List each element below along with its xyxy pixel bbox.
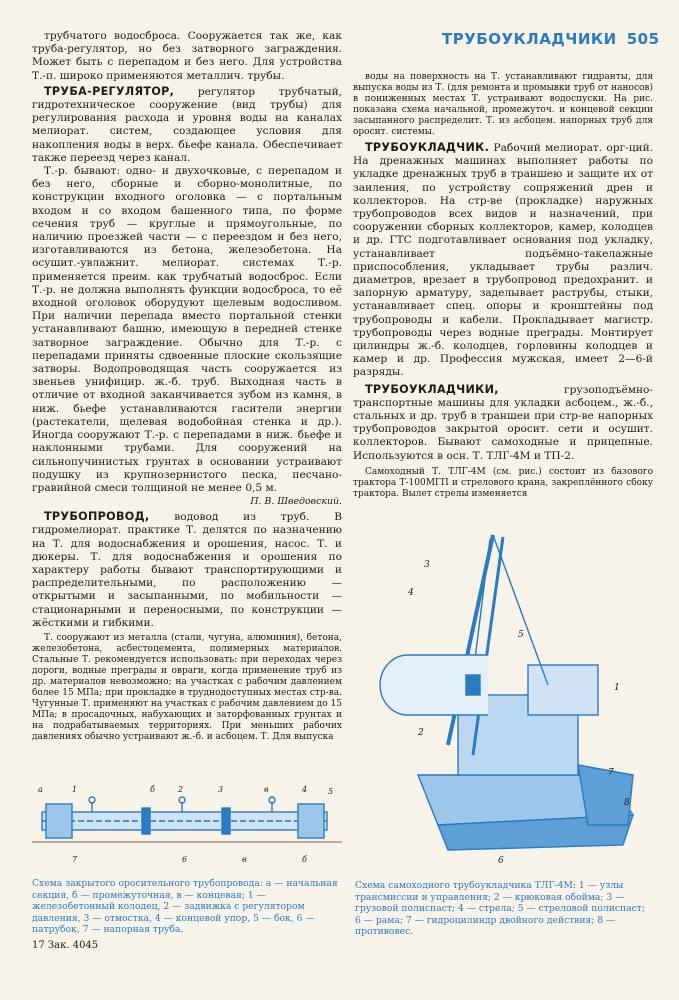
entry-body: водовод из труб. В гидромелиорат. практике Т. делятся по назначению на Т. для водоснабжения и орошения, насос. Т. и дюкеры. Т. для водоснабжения и орошения по характеру работы бывают транспортирующими и распределительными, по расположению — открытыми и засыпанными, по мобильности — стационарными и переносными, по конструкции — жёсткими и гибкими. (32, 511, 342, 629)
diagram-label: 3 (218, 785, 224, 794)
entry-truba-regulyator (32, 85, 342, 165)
diagram-label: 1 (72, 785, 78, 794)
diagram-label: 2 (418, 728, 424, 738)
entry-truboprovod (32, 510, 342, 630)
diagram-label: 8 (624, 798, 630, 808)
left-column (32, 30, 342, 743)
diagram-label: в (242, 855, 247, 864)
diagram-label: в (264, 785, 269, 794)
small-print-paragraph: воды на поверхность на Т. устанавливают гидранты, для выпуска воды из Т. (для ремонта и промывки труб от наносов) в пониженных местах Т. устраивают водоспуски. На рис. показана схема начальной, промежуточ. и концевой секции засыпанного распределит. Т. из асбоцем. напорных труб для оросит. системы. (353, 72, 653, 137)
entry-body: регулятор трубчатый, гидротехническое сооружение (вид трубы) для регулирования расхода и уровня воды на каналах мелиорат. систем, создающее условия для накопления воды в верх. бьефе канала. Обеспечивает также переезд через канал. (32, 85, 342, 164)
diagram-label: б (302, 855, 307, 864)
author-signature: П. В. Шведовский. (250, 496, 342, 508)
running-title: ТРУБОУКЛАДЧИКИ (442, 30, 617, 48)
running-head (442, 30, 660, 48)
small-print-paragraph: Самоходный Т. ТЛГ-4М (см. рис.) состоит из базового трактора Т-100МГП и стрелового крана, закреплённого сбоку трактора. Вылет стрелы изменяется (353, 466, 653, 499)
diagram-label: 1 (614, 683, 620, 693)
entry-term: ТРУБОПРОВОД, (44, 510, 150, 524)
entry-body: грузоподъёмно-транспортные машины для укладки асбоцем., ж.-б., стальных и др. труб в траншеи при стр-ве напорных трубопроводов закрытой оросит. сети и осушит. коллекторов. Бывают самоходные и прицепные. Используются в осн. Т. ТЛГ-4М и ТП-2. (353, 383, 653, 462)
diagram-label: а (38, 785, 43, 794)
figure-caption-right: Схема самоходного трубоукладчика ТЛГ-4М: 1 — узлы трансмиссии и управления; 2 — крюковая обойма; 3 — грузовой полиспаст; 4 — стрела; 5 — стреловой полиспаст; 6 — рама; 7 — гидроцилиндр двойного действия; 8 — противовес. (355, 880, 645, 938)
entry-truboukladchiki (353, 383, 653, 463)
entry-term: ТРУБА-РЕГУЛЯТОР, (44, 84, 175, 98)
diagram-label: 5 (328, 787, 334, 796)
printer-mark: 17 Зак. 4045 (32, 940, 99, 951)
entry-truboukladchik (353, 141, 653, 380)
figure-caption-left: Схема закрытого оросительного трубопровода: а — начальная секция, б — промежуточная, в — концевая; 1 — железобетонный колодец, 2 — задвижка с регулятором давления, 3 — отмостка, 4 — концевой упор, 5 — бок, 6 — патрубок, 7 — напорная труба. (32, 878, 338, 936)
diagram-label: 6 (182, 855, 188, 864)
entry-term: ТРУБОУКЛАДЧИК. (365, 141, 490, 154)
diagram-label: 7 (72, 855, 78, 864)
entry-term: ТРУБОУКЛАДЧИКИ, (365, 382, 499, 396)
pipelayer-illustration (378, 525, 653, 870)
diagram-label: 2 (178, 785, 184, 794)
diagram-label: б (150, 785, 155, 794)
small-print-paragraph: Т. сооружают из металла (стали, чугуна, алюминия), бетона, железобетона, асбестоцемента, полимерных материалов. Стальные Т. рекомендуется использовать: при переходах через дороги, водные преграды и овраги, когда применение труб из др. материалов невозможно; на участках с рабочим давлением более 15 МПа; при прокладке в труднодоступных местах стр-ва. Чугунные Т. применяют на участках с рабочим давлением до 15 МПа; в просадочных, набухающих и заторфованных грунтах и на подрабатываемых территориях. При меньших рабочих давлениях обычно устраивают ж.-б. и асбоцем. Т. Для выпуска (32, 632, 342, 742)
diagram-label: 4 (408, 588, 414, 598)
intro-paragraph: трубчатого водосброса. Сооружается так же, как труба-регулятор, но без затворного заграждения. Может быть с перепадом и без него. Для устройства Т.-п. широко применяются металлич. трубы. (32, 30, 342, 82)
diagram-label: 5 (518, 630, 524, 640)
page-number: 505 (626, 30, 660, 48)
diagram-label: 4 (302, 785, 308, 794)
diagram-label: 6 (498, 856, 504, 866)
right-column (353, 72, 653, 500)
diagram-label: 7 (608, 768, 614, 778)
entry-body: Рабочий мелиорат. орг-ций. На дренажных машинах выполняет работы по укладке дренажных труб в траншею и защите их от заиления, по устройству сопряжений дрен и коллекторов. На стр-ве (прокладке) наружных трубопроводов всех видов и назначений, при сооружении сборных коллекторов, камер, колодцев и др. ГТС подготавливает основания под укладку, устанавливает подъёмно-такелажные приспособления, укладывает трубы различ. диаметров, врезает в трубопровод предохранит. и запорную арматуру, заделывает раструбы, стыки, устанавливает спец. опоры и кронштейны под трубопроводы и кабели. Прокладывает магистр. трубопроводы через водные преграды. Монтирует цилиндры ж.-б. колодцев, горловины колодцев и камер и др. Профессия мужская, имеет 2—6-й разряды. (353, 142, 653, 379)
diagram-label: 3 (424, 560, 430, 570)
pipeline-diagram (32, 782, 342, 878)
entry-paragraph: Т.-р. бывают: одно- и двухочковые, с перепадом и без него, сборные и сборно-монолитные, по конструкции входного оголовка — с портальным входом и со входом башенного типа, по форме сечения труб — круглые и прямоугольные, по наличию проезжей части — с переездом и без него, изготавливаются из бетона, железобетона. На осушит.-увлажнит. мелиорат. системах Т.-р. применяется преим. как трубчатый водосброс. Если Т.-р. не должна выполнять функции водосброса, то её входной оголовок оборудуют щелевым водосливом. При наличии перепада вместо портальной стенки устанавливают башню, имеющую в передней стенке затворное заграждение. Обычно для Т.-р. с перепадами приняты сдвоенные плоские скользящие затворы. Водопроводящая часть сооружается из звеньев унифицир. ж.-б. труб. Выходная часть в отличие от входной заканчивается зубом из камня, в ниж. бьефе устанавливаются гасители энергии (растекатели, щелевая водобойная стенка и др.). Иногда сооружают Т.-р. с перепадами в ниж. бьефе и наклонными трубами. Для сооружений на сильнопучинистых грунтах в основании устраивают подушку из крупнозернистого песка, песчано-гравийной смеси толщиной не менее 0,5 м. (32, 165, 342, 494)
